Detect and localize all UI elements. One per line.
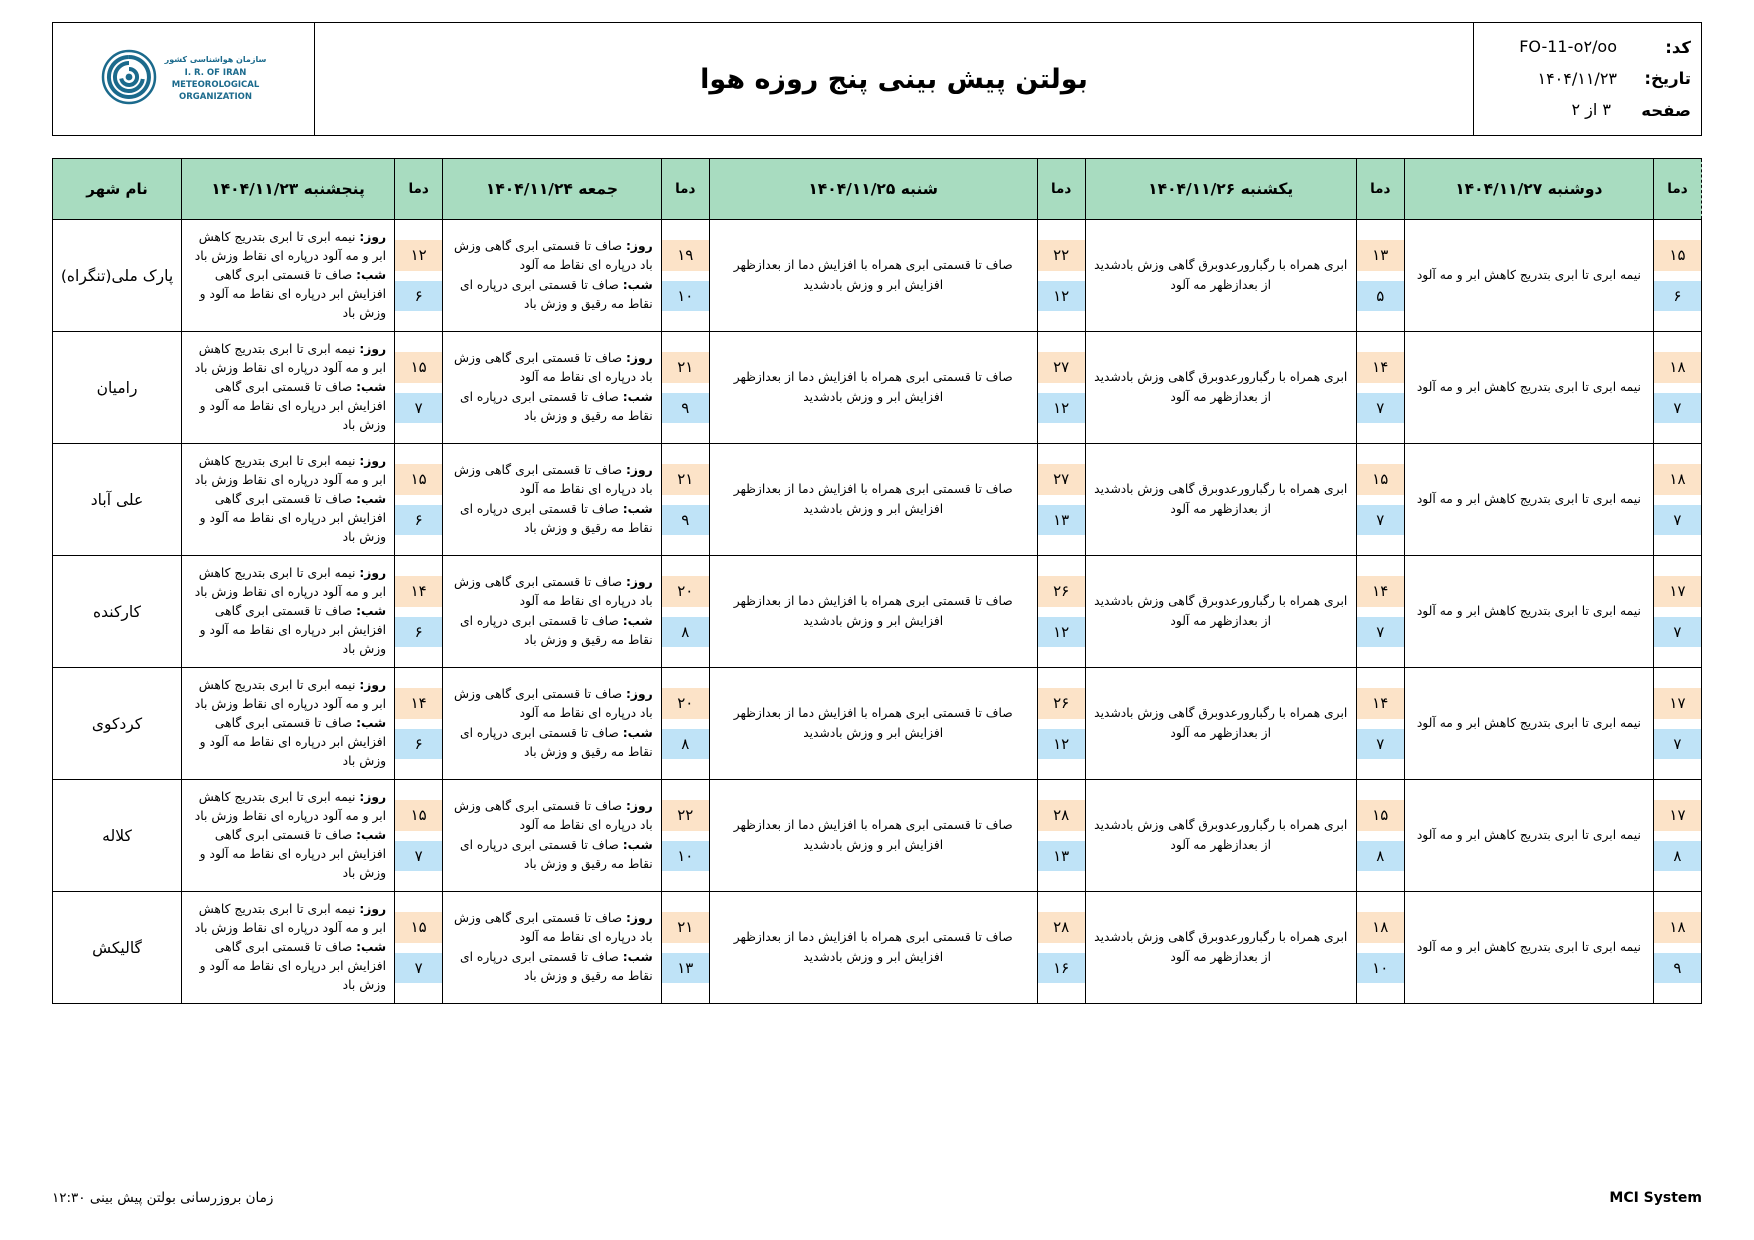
temp-min: ۷ <box>1654 393 1701 424</box>
forecast-text-day1 <box>182 668 395 780</box>
temp-cell-day5 <box>1653 780 1701 892</box>
forecast-text-day2 <box>443 556 662 668</box>
table-row <box>53 892 1702 1004</box>
forecast-night-part: شب: صاف تا قسمتی ابری درپاره ای نقاط مه رقیق و وزش باد <box>459 949 653 983</box>
city-name: کلاله <box>53 780 182 892</box>
page-current: ۲ <box>1571 100 1581 120</box>
temp-min: ۷ <box>1654 729 1701 760</box>
forecast-text-day2 <box>443 444 662 556</box>
temp-max: ۲۸ <box>1038 800 1085 831</box>
table-row <box>53 556 1702 668</box>
header-meta <box>1473 23 1701 135</box>
col-temp-day1: دما <box>395 159 443 220</box>
temp-max: ۱۵ <box>1654 240 1701 271</box>
logo-name-fa: سازمان هواشناسی کشور <box>164 55 267 65</box>
forecast-text-day1 <box>182 220 395 332</box>
temp-min: ۱۲ <box>1038 617 1085 648</box>
forecast-day-part: روز: صاف تا قسمتی ابری گاهی وزش باد درپاره ای نقاط مه آلود <box>454 911 653 945</box>
temp-max: ۲۱ <box>662 464 709 495</box>
forecast-text-day3: صاف تا قسمتی ابری همراه با افزایش دما از بعدازظهر افزایش ابر و وزش بادشدید <box>709 892 1037 1004</box>
forecast-night-part: شب: صاف تا قسمتی ابری درپاره ای نقاط مه رقیق و وزش باد <box>459 389 653 423</box>
city-name: رامیان <box>53 332 182 444</box>
temp-cell-day1 <box>395 220 443 332</box>
temp-max: ۱۸ <box>1654 352 1701 383</box>
temp-cell-day1 <box>395 892 443 1004</box>
forecast-text-day2 <box>443 892 662 1004</box>
forecast-day-part: روز: نیمه ابری تا ابری بتدریج کاهش ابر و مه آلود درپاره ای نقاط وزش باد <box>194 453 387 487</box>
temp-min: ۶ <box>395 505 442 536</box>
forecast-day-part: روز: نیمه ابری تا ابری بتدریج کاهش ابر و مه آلود درپاره ای نقاط وزش باد <box>194 789 387 823</box>
temp-max: ۱۴ <box>1357 688 1404 719</box>
city-name: گالیکش <box>53 892 182 1004</box>
header-date-label: تاریخ: <box>1644 69 1691 89</box>
forecast-day-part: روز: نیمه ابری تا ابری بتدریج کاهش ابر و مه آلود درپاره ای نقاط وزش باد <box>194 901 387 935</box>
forecast-night-part: شب: صاف تا قسمتی ابری درپاره ای نقاط مه رقیق و وزش باد <box>459 501 653 535</box>
temp-min: ۹ <box>662 393 709 424</box>
temp-cell-day1 <box>395 444 443 556</box>
forecast-day-part: روز: صاف تا قسمتی ابری گاهی وزش باد درپاره ای نقاط مه آلود <box>454 799 653 833</box>
temp-max: ۲۲ <box>1038 240 1085 271</box>
temp-min: ۷ <box>395 841 442 872</box>
temp-min: ۷ <box>1357 729 1404 760</box>
temp-cell-day3 <box>1037 444 1085 556</box>
temp-min: ۱۳ <box>662 953 709 984</box>
temp-max: ۱۷ <box>1654 576 1701 607</box>
temp-max: ۱۲ <box>395 240 442 271</box>
meteorological-logo-icon <box>101 49 157 109</box>
col-day4: یکشنبه ۱۴۰۴/۱۱/۲۶ <box>1085 159 1356 220</box>
temp-min: ۱۳ <box>1038 841 1085 872</box>
temp-cell-day2 <box>661 556 709 668</box>
temp-min: ۶ <box>395 617 442 648</box>
temp-cell-day1 <box>395 332 443 444</box>
temp-min: ۷ <box>395 953 442 984</box>
forecast-text-day5: نیمه ابری تا ابری بتدریج کاهش ابر و مه آلود <box>1404 892 1653 1004</box>
col-day5: دوشنبه ۱۴۰۴/۱۱/۲۷ <box>1404 159 1653 220</box>
forecast-day-part: روز: صاف تا قسمتی ابری گاهی وزش باد درپاره ای نقاط مه آلود <box>454 351 653 385</box>
forecast-day-part: روز: نیمه ابری تا ابری بتدریج کاهش ابر و مه آلود درپاره ای نقاط وزش باد <box>194 341 387 375</box>
temp-cell-day1 <box>395 556 443 668</box>
header-code-value: FO-11-o۲/oo <box>1519 37 1617 57</box>
temp-cell-day3 <box>1037 556 1085 668</box>
header-page-numbers <box>1571 95 1629 125</box>
temp-cell-day5 <box>1653 220 1701 332</box>
temp-max: ۲۰ <box>662 576 709 607</box>
table-row <box>53 332 1702 444</box>
temp-max: ۲۲ <box>662 800 709 831</box>
temp-cell-day1 <box>395 668 443 780</box>
table-row <box>53 444 1702 556</box>
document-header <box>52 22 1702 136</box>
forecast-night-part: شب: صاف تا قسمتی ابری گاهی افزایش ابر درپاره ای نقاط مه آلود و وزش باد <box>199 491 387 545</box>
city-name: پارک ملی(تنگراه) <box>53 220 182 332</box>
temp-max: ۱۵ <box>1357 800 1404 831</box>
logo-line-1: I. R. OF IRAN <box>184 67 247 78</box>
temp-min: ۷ <box>1357 617 1404 648</box>
temp-max: ۱۵ <box>395 800 442 831</box>
temp-max: ۲۸ <box>1038 912 1085 943</box>
document-footer <box>52 1190 1702 1206</box>
logo-line-2: METEOROLOGICAL <box>171 80 260 90</box>
temp-cell-day2 <box>661 780 709 892</box>
table-row <box>53 668 1702 780</box>
temp-min: ۹ <box>662 505 709 536</box>
forecast-day-part: روز: نیمه ابری تا ابری بتدریج کاهش ابر و مه آلود درپاره ای نقاط وزش باد <box>194 565 387 599</box>
forecast-text-day3: صاف تا قسمتی ابری همراه با افزایش دما از بعدازظهر افزایش ابر و وزش بادشدید <box>709 220 1037 332</box>
temp-cell-day3 <box>1037 332 1085 444</box>
col-temp-day3: دما <box>1037 159 1085 220</box>
table-header-row <box>53 159 1702 220</box>
city-name: علی آباد <box>53 444 182 556</box>
header-date-value: ۱۴۰۴/۱۱/۲۳ <box>1537 68 1617 88</box>
temp-min: ۱۲ <box>1038 393 1085 424</box>
temp-min: ۶ <box>395 281 442 312</box>
temp-min: ۱۶ <box>1038 953 1085 984</box>
temp-max: ۲۶ <box>1038 576 1085 607</box>
temp-max: ۱۴ <box>1357 352 1404 383</box>
city-name: کارکنده <box>53 556 182 668</box>
forecast-day-part: روز: نیمه ابری تا ابری بتدریج کاهش ابر و مه آلود درپاره ای نقاط وزش باد <box>194 229 387 263</box>
temp-cell-day3 <box>1037 668 1085 780</box>
temp-min: ۷ <box>1357 505 1404 536</box>
temp-min: ۸ <box>662 617 709 648</box>
temp-max: ۱۷ <box>1654 688 1701 719</box>
forecast-text-day4: ابری همراه با رگبارورعدوبرق گاهی وزش بادشدید از بعدازظهر مه آلود <box>1085 220 1356 332</box>
forecast-text-day3: صاف تا قسمتی ابری همراه با افزایش دما از بعدازظهر افزایش ابر و وزش بادشدید <box>709 444 1037 556</box>
temp-min: ۸ <box>662 729 709 760</box>
col-day2: جمعه ۱۴۰۴/۱۱/۲۴ <box>443 159 662 220</box>
temp-min: ۷ <box>395 393 442 424</box>
col-city: نام شهر <box>53 159 182 220</box>
forecast-text-day5: نیمه ابری تا ابری بتدریج کاهش ابر و مه آلود <box>1404 220 1653 332</box>
temp-cell-day5 <box>1653 444 1701 556</box>
forecast-text-day5: نیمه ابری تا ابری بتدریج کاهش ابر و مه آلود <box>1404 780 1653 892</box>
page-title: بولتن پیش بینی پنج روزه هوا <box>700 63 1088 95</box>
city-name: کردکوی <box>53 668 182 780</box>
temp-max: ۱۴ <box>395 688 442 719</box>
temp-cell-day3 <box>1037 892 1085 1004</box>
temp-cell-day4 <box>1356 220 1404 332</box>
forecast-text-day4: ابری همراه با رگبارورعدوبرق گاهی وزش بادشدید از بعدازظهر مه آلود <box>1085 668 1356 780</box>
temp-max: ۱۵ <box>395 464 442 495</box>
temp-cell-day1 <box>395 780 443 892</box>
header-code-label: کد: <box>1665 37 1691 57</box>
forecast-text-day2 <box>443 780 662 892</box>
temp-min: ۷ <box>1654 617 1701 648</box>
temp-max: ۱۵ <box>395 352 442 383</box>
temp-min: ۸ <box>1654 841 1701 872</box>
forecast-table <box>52 158 1702 1004</box>
forecast-day-part: روز: صاف تا قسمتی ابری گاهی وزش باد درپاره ای نقاط مه آلود <box>454 687 653 721</box>
temp-cell-day3 <box>1037 220 1085 332</box>
forecast-text-day5: نیمه ابری تا ابری بتدریج کاهش ابر و مه آلود <box>1404 332 1653 444</box>
temp-max: ۲۷ <box>1038 352 1085 383</box>
table-row <box>53 780 1702 892</box>
temp-max: ۲۷ <box>1038 464 1085 495</box>
forecast-text-day4: ابری همراه با رگبارورعدوبرق گاهی وزش بادشدید از بعدازظهر مه آلود <box>1085 332 1356 444</box>
temp-cell-day5 <box>1653 556 1701 668</box>
temp-cell-day3 <box>1037 780 1085 892</box>
temp-max: ۱۳ <box>1357 240 1404 271</box>
forecast-text-day5: نیمه ابری تا ابری بتدریج کاهش ابر و مه آلود <box>1404 668 1653 780</box>
forecast-day-part: روز: صاف تا قسمتی ابری گاهی وزش باد درپاره ای نقاط مه آلود <box>454 463 653 497</box>
forecast-text-day2 <box>443 332 662 444</box>
organization-logo <box>53 23 315 135</box>
temp-max: ۱۸ <box>1654 464 1701 495</box>
temp-cell-day4 <box>1356 780 1404 892</box>
temp-cell-day4 <box>1356 892 1404 1004</box>
footer-update-time: زمان بروزرسانی بولتن پیش بینی ۱۲:۳۰ <box>52 1190 274 1206</box>
temp-min: ۵ <box>1357 281 1404 312</box>
temp-cell-day4 <box>1356 332 1404 444</box>
page-total: ۳ <box>1602 100 1611 120</box>
temp-max: ۱۸ <box>1654 912 1701 943</box>
forecast-text-day5: نیمه ابری تا ابری بتدریج کاهش ابر و مه آلود <box>1404 556 1653 668</box>
forecast-day-part: روز: نیمه ابری تا ابری بتدریج کاهش ابر و مه آلود درپاره ای نقاط وزش باد <box>194 677 387 711</box>
temp-cell-day5 <box>1653 892 1701 1004</box>
temp-cell-day4 <box>1356 444 1404 556</box>
forecast-day-part: روز: صاف تا قسمتی ابری گاهی وزش باد درپاره ای نقاط مه آلود <box>454 239 653 273</box>
forecast-text-day4: ابری همراه با رگبارورعدوبرق گاهی وزش بادشدید از بعدازظهر مه آلود <box>1085 556 1356 668</box>
logo-text <box>165 54 267 103</box>
temp-cell-day5 <box>1653 332 1701 444</box>
temp-min: ۱۰ <box>1357 953 1404 984</box>
forecast-night-part: شب: صاف تا قسمتی ابری گاهی افزایش ابر درپاره ای نقاط مه آلود و وزش باد <box>199 603 387 657</box>
temp-max: ۱۴ <box>395 576 442 607</box>
forecast-text-day1 <box>182 892 395 1004</box>
col-day1: پنجشنبه ۱۴۰۴/۱۱/۲۳ <box>182 159 395 220</box>
header-code-row <box>1480 32 1691 63</box>
temp-min: ۱۲ <box>1038 281 1085 312</box>
temp-min: ۶ <box>1654 281 1701 312</box>
forecast-text-day3: صاف تا قسمتی ابری همراه با افزایش دما از بعدازظهر افزایش ابر و وزش بادشدید <box>709 556 1037 668</box>
header-page-row <box>1480 95 1691 126</box>
temp-min: ۸ <box>1357 841 1404 872</box>
temp-cell-day2 <box>661 332 709 444</box>
temp-max: ۱۹ <box>662 240 709 271</box>
temp-max: ۱۸ <box>1357 912 1404 943</box>
temp-cell-day2 <box>661 444 709 556</box>
temp-min: ۱۲ <box>1038 729 1085 760</box>
temp-min: ۷ <box>1654 505 1701 536</box>
col-temp-day5: دما <box>1653 159 1701 220</box>
temp-min: ۹ <box>1654 953 1701 984</box>
forecast-night-part: شب: صاف تا قسمتی ابری گاهی افزایش ابر درپاره ای نقاط مه آلود و وزش باد <box>199 267 387 321</box>
temp-max: ۱۴ <box>1357 576 1404 607</box>
forecast-night-part: شب: صاف تا قسمتی ابری درپاره ای نقاط مه رقیق و وزش باد <box>459 837 653 871</box>
forecast-table-body <box>53 220 1702 1004</box>
temp-cell-day2 <box>661 892 709 1004</box>
forecast-text-day1 <box>182 332 395 444</box>
temp-min: ۱۳ <box>1038 505 1085 536</box>
forecast-night-part: شب: صاف تا قسمتی ابری درپاره ای نقاط مه رقیق و وزش باد <box>459 613 653 647</box>
temp-min: ۱۰ <box>662 841 709 872</box>
temp-cell-day4 <box>1356 668 1404 780</box>
forecast-text-day2 <box>443 220 662 332</box>
col-temp-day2: دما <box>661 159 709 220</box>
temp-min: ۶ <box>395 729 442 760</box>
page-of-word: از <box>1585 100 1598 120</box>
table-row <box>53 220 1702 332</box>
forecast-text-day4: ابری همراه با رگبارورعدوبرق گاهی وزش بادشدید از بعدازظهر مه آلود <box>1085 444 1356 556</box>
header-date-row <box>1480 63 1691 94</box>
temp-cell-day5 <box>1653 668 1701 780</box>
temp-max: ۲۰ <box>662 688 709 719</box>
temp-cell-day2 <box>661 220 709 332</box>
forecast-text-day2 <box>443 668 662 780</box>
temp-max: ۱۵ <box>395 912 442 943</box>
forecast-text-day4: ابری همراه با رگبارورعدوبرق گاهی وزش بادشدید از بعدازظهر مه آلود <box>1085 892 1356 1004</box>
temp-max: ۲۱ <box>662 912 709 943</box>
forecast-text-day1 <box>182 556 395 668</box>
footer-system-name: MCI System <box>1609 1190 1702 1206</box>
temp-cell-day4 <box>1356 556 1404 668</box>
forecast-text-day4: ابری همراه با رگبارورعدوبرق گاهی وزش بادشدید از بعدازظهر مه آلود <box>1085 780 1356 892</box>
forecast-night-part: شب: صاف تا قسمتی ابری درپاره ای نقاط مه رقیق و وزش باد <box>459 725 653 759</box>
forecast-text-day1 <box>182 444 395 556</box>
forecast-text-day3: صاف تا قسمتی ابری همراه با افزایش دما از بعدازظهر افزایش ابر و وزش بادشدید <box>709 780 1037 892</box>
temp-max: ۲۶ <box>1038 688 1085 719</box>
temp-max: ۱۷ <box>1654 800 1701 831</box>
col-day3: شنبه ۱۴۰۴/۱۱/۲۵ <box>709 159 1037 220</box>
forecast-night-part: شب: صاف تا قسمتی ابری گاهی افزایش ابر درپاره ای نقاط مه آلود و وزش باد <box>199 715 387 769</box>
temp-max: ۱۵ <box>1357 464 1404 495</box>
forecast-night-part: شب: صاف تا قسمتی ابری گاهی افزایش ابر درپاره ای نقاط مه آلود و وزش باد <box>199 379 387 433</box>
col-temp-day4: دما <box>1356 159 1404 220</box>
forecast-day-part: روز: صاف تا قسمتی ابری گاهی وزش باد درپاره ای نقاط مه آلود <box>454 575 653 609</box>
temp-max: ۲۱ <box>662 352 709 383</box>
header-page-label: صفحه <box>1641 100 1691 120</box>
forecast-night-part: شب: صاف تا قسمتی ابری درپاره ای نقاط مه رقیق و وزش باد <box>459 277 653 311</box>
logo-line-3: ORGANIZATION <box>179 92 252 103</box>
forecast-night-part: شب: صاف تا قسمتی ابری گاهی افزایش ابر درپاره ای نقاط مه آلود و وزش باد <box>199 939 387 993</box>
temp-cell-day2 <box>661 668 709 780</box>
forecast-text-day1 <box>182 780 395 892</box>
forecast-text-day3: صاف تا قسمتی ابری همراه با افزایش دما از بعدازظهر افزایش ابر و وزش بادشدید <box>709 332 1037 444</box>
forecast-text-day5: نیمه ابری تا ابری بتدریج کاهش ابر و مه آلود <box>1404 444 1653 556</box>
forecast-text-day3: صاف تا قسمتی ابری همراه با افزایش دما از بعدازظهر افزایش ابر و وزش بادشدید <box>709 668 1037 780</box>
forecast-night-part: شب: صاف تا قسمتی ابری گاهی افزایش ابر درپاره ای نقاط مه آلود و وزش باد <box>199 827 387 881</box>
temp-min: ۱۰ <box>662 281 709 312</box>
temp-min: ۷ <box>1357 393 1404 424</box>
